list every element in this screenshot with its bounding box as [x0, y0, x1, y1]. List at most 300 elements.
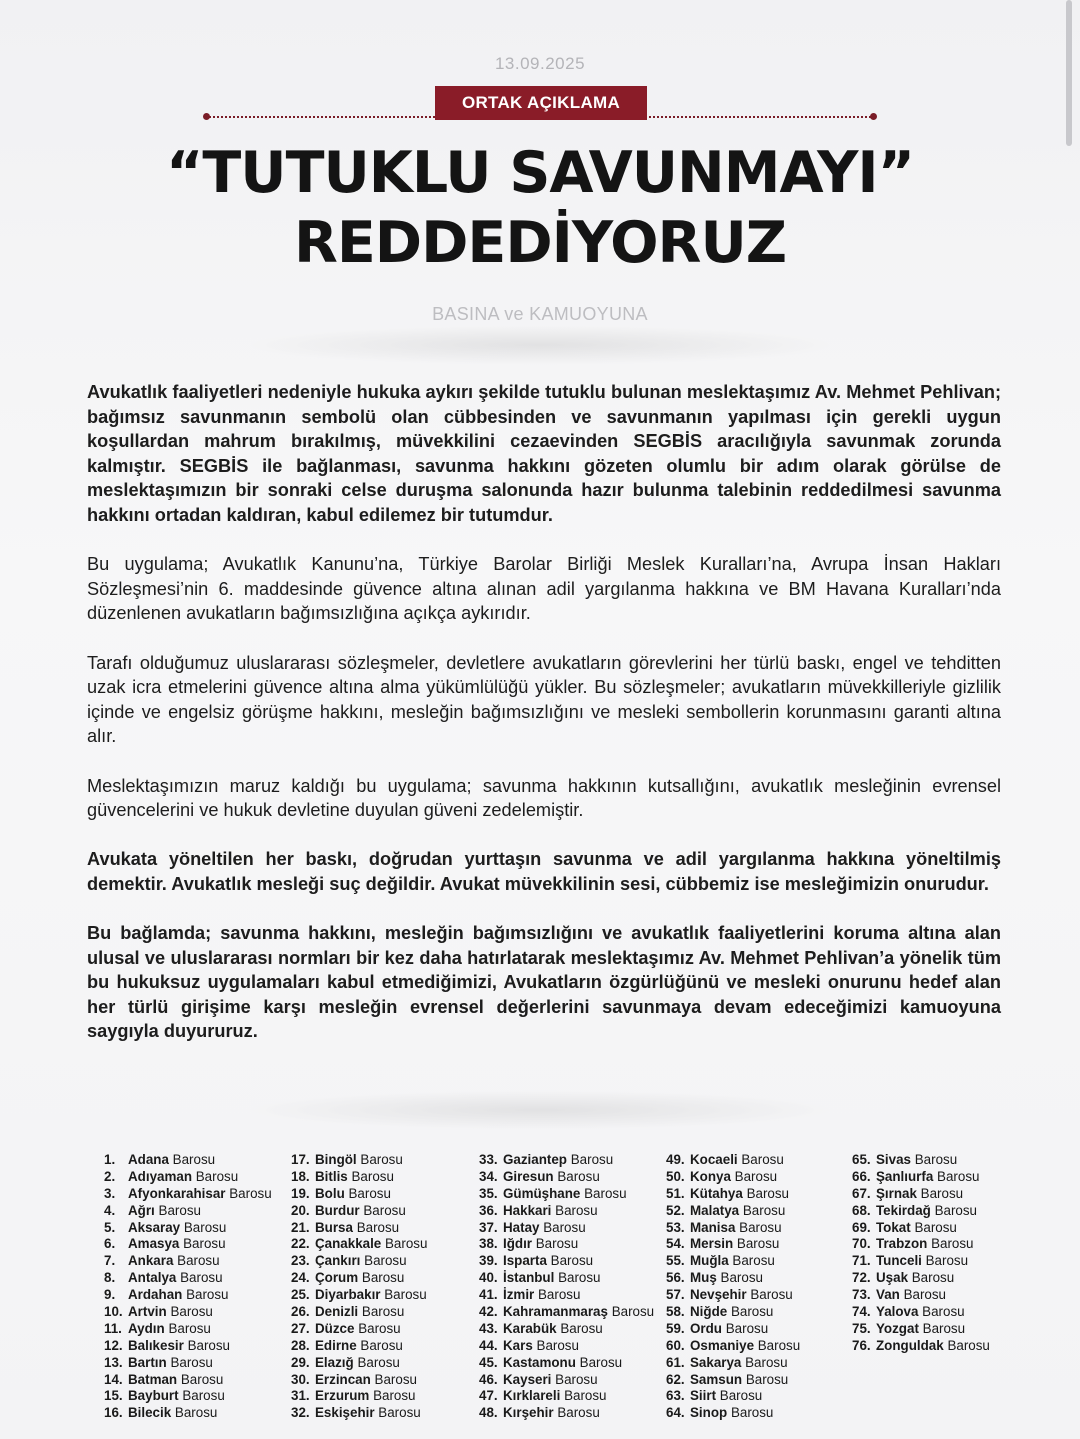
bar-column-3 — [479, 1152, 669, 1422]
paragraph-6: Bu bağlamda; savunma hakkını, mesleğin bağımsızlığını ve avukatlık faaliyetlerini koruma altına alan ulusal ve uluslararası normları bir kez daha hatırlatarak meslektaşımız Av. Mehmet Pehlivan’a yönelik tüm bu hukuksuz uygulamaları kabul etmediğimizi, Avukatların özgürlüğünü ve mesleki onurunu hedef alan her türlü girişime karşı mesleğin evrensel değerlerini savunmaya devam edeceğimizi kamuoyuna saygıyla duyururuz. — [87, 923, 1001, 1042]
bar-item — [852, 1287, 1042, 1304]
bar-item — [852, 1169, 1042, 1186]
bar-item-city: Artvin — [128, 1304, 167, 1320]
bar-item — [104, 1355, 294, 1372]
bar-item — [666, 1236, 856, 1253]
bar-item-suffix: Barosu — [168, 1320, 211, 1336]
bar-item-number: 70. — [852, 1236, 871, 1252]
bar-item-number: 9. — [104, 1287, 116, 1303]
bar-item-number: 50. — [666, 1168, 685, 1184]
bar-item — [479, 1287, 669, 1304]
bar-item-number: 14. — [104, 1371, 123, 1387]
bar-item-number: 72. — [852, 1270, 871, 1286]
bar-item-city: Kütahya — [690, 1185, 743, 1201]
bar-item-city: Antalya — [128, 1270, 177, 1286]
bar-item-number: 41. — [479, 1287, 498, 1303]
bar-item-city: Samsun — [690, 1371, 743, 1387]
bar-item-number: 48. — [479, 1405, 498, 1421]
bar-item — [666, 1152, 856, 1169]
bar-item-city: Kayseri — [503, 1371, 552, 1387]
bar-item-suffix: Barosu — [742, 1202, 786, 1218]
bar-item-number: 69. — [852, 1219, 871, 1235]
bar-item-number: 58. — [666, 1304, 685, 1320]
bar-item-city: Mersin — [690, 1236, 734, 1252]
bar-item-suffix: Barosu — [361, 1304, 405, 1320]
bar-item — [291, 1186, 481, 1203]
bar-item-number: 30. — [291, 1371, 310, 1387]
bar-item-number: 18. — [291, 1168, 310, 1184]
bar-item-suffix: Barosu — [229, 1185, 272, 1201]
bar-item-number: 20. — [291, 1202, 310, 1218]
bar-item-suffix: Barosu — [177, 1253, 220, 1269]
bar-item-number: 40. — [479, 1270, 498, 1286]
headline — [0, 138, 1080, 278]
bar-item-suffix: Barosu — [360, 1152, 403, 1167]
bar-item-city: Bartın — [128, 1354, 167, 1370]
bar-item-suffix: Barosu — [158, 1202, 201, 1218]
bar-item — [291, 1321, 481, 1338]
bar-item-city: Osmaniye — [690, 1337, 755, 1353]
bar-item — [479, 1270, 669, 1287]
bar-item-city: Karabük — [503, 1320, 557, 1336]
bar-item — [666, 1338, 856, 1355]
bar-item-suffix: Barosu — [564, 1388, 607, 1404]
bar-item-number: 56. — [666, 1270, 685, 1286]
bar-item-suffix: Barosu — [557, 1405, 600, 1421]
headline-line-1: “TUTUKLU SAVUNMAYI” — [165, 140, 915, 206]
bar-item-city: Muğla — [690, 1253, 729, 1269]
bar-item-number: 75. — [852, 1320, 871, 1336]
bar-item-number: 6. — [104, 1236, 116, 1252]
bar-item — [291, 1253, 481, 1270]
bar-item-city: Şırnak — [876, 1185, 917, 1201]
bar-column-1 — [104, 1152, 294, 1422]
bar-item-suffix: Barosu — [914, 1152, 958, 1167]
bar-item — [104, 1169, 294, 1186]
bar-item-suffix: Barosu — [745, 1371, 789, 1387]
bar-item-number: 36. — [479, 1202, 498, 1218]
bar-item-suffix: Barosu — [536, 1337, 579, 1353]
bar-item-number: 59. — [666, 1320, 685, 1336]
joint-statement-badge: ORTAK AÇIKLAMA — [435, 86, 647, 120]
bar-item-city: Bolu — [315, 1185, 345, 1201]
bar-item-city: Van — [876, 1287, 900, 1303]
bar-item-suffix: Barosu — [730, 1405, 774, 1421]
bar-item — [852, 1338, 1042, 1355]
bar-item-number: 71. — [852, 1253, 871, 1269]
bar-item-suffix: Barosu — [170, 1354, 213, 1370]
bar-item-suffix: Barosu — [170, 1304, 213, 1320]
paragraph-1: Avukatlık faaliyetleri nedeniyle hukuka aykırı şekilde tutuklu bulunan meslektaşımız Av. Mehmet Pehlivan; bağımsız savunmanın sembolü olan cübbesinden ve savunmanın yapılması için gerekli uygun koşullardan mahrum bırakılmış, müvekkilini cezaevinden SEGBİS aracılığıyla savunmak zorunda kalmıştır. SEGBİS ile bağlanması, savunma hakkını gözeten olumlu bir adım olarak görülse de meslektaşımızın bir sonraki celse duruşma salonunda hazır bulunma talebinin reddedilmesi savunma hakkını ortadan kaldıran, kabul edilemez bir tutumdur. — [87, 382, 1001, 525]
bar-item-number: 1. — [104, 1152, 116, 1167]
bar-item-number: 67. — [852, 1185, 871, 1201]
bar-item-city: Muş — [690, 1270, 717, 1286]
bar-item — [291, 1405, 481, 1422]
bar-item — [666, 1203, 856, 1220]
bar-column-2 — [291, 1152, 481, 1422]
bar-item-city: Elazığ — [315, 1354, 354, 1370]
bar-item-number: 52. — [666, 1202, 685, 1218]
bar-item-number: 35. — [479, 1185, 498, 1201]
bar-item-suffix: Barosu — [180, 1371, 224, 1387]
bar-item-number: 55. — [666, 1253, 685, 1269]
bar-item — [291, 1270, 481, 1287]
bar-item-city: Aydın — [128, 1320, 165, 1336]
bar-item-number: 26. — [291, 1304, 310, 1320]
bar-item-suffix: Barosu — [543, 1219, 586, 1235]
bar-item-suffix: Barosu — [538, 1287, 581, 1303]
bar-item-number: 23. — [291, 1253, 310, 1269]
bar-item-city: Batman — [128, 1371, 178, 1387]
bar-item-city: Yalova — [876, 1304, 919, 1320]
bar-item-suffix: Barosu — [920, 1185, 964, 1201]
bar-item-number: 28. — [291, 1337, 310, 1353]
bar-item — [479, 1321, 669, 1338]
bar-item-city: Giresun — [503, 1168, 554, 1184]
bar-item-suffix: Barosu — [757, 1337, 801, 1353]
bar-item-city: İstanbul — [503, 1270, 555, 1286]
bar-item — [666, 1186, 856, 1203]
bar-item-suffix: Barosu — [180, 1270, 223, 1286]
bar-item — [291, 1388, 481, 1405]
bar-item-number: 57. — [666, 1287, 685, 1303]
bar-item-city: Eskişehir — [315, 1405, 375, 1421]
bar-item — [479, 1304, 669, 1321]
bar-item — [666, 1287, 856, 1304]
bar-item — [104, 1203, 294, 1220]
bar-item — [479, 1253, 669, 1270]
bar-item-city: Uşak — [876, 1270, 909, 1286]
bar-item-city: Isparta — [503, 1253, 547, 1269]
bar-item-city: Afyonkarahisar — [128, 1185, 226, 1201]
paragraph-5: Avukata yöneltilen her baskı, doğrudan yurttaşın savunma ve adil yargılanma hakkına yöneltilmiş demektir. Avukatlık mesleği suç değildir. Avukat müvekkilinin sesi, cübbemiz ise mesleğimizin onurudur. — [87, 849, 1001, 894]
bar-item-number: 42. — [479, 1304, 498, 1320]
bar-item-city: Edirne — [315, 1337, 357, 1353]
bar-item-number: 19. — [291, 1185, 310, 1201]
bar-item — [852, 1253, 1042, 1270]
bar-item-number: 60. — [666, 1337, 685, 1353]
bar-item-suffix: Barosu — [560, 1320, 603, 1336]
bar-item-city: Erzincan — [315, 1371, 371, 1387]
bar-item-number: 61. — [666, 1354, 685, 1370]
label-row — [205, 86, 875, 120]
bar-item-city: Adana — [128, 1152, 169, 1167]
bar-item-number: 21. — [291, 1219, 310, 1235]
bar-item — [104, 1236, 294, 1253]
bar-item — [291, 1203, 481, 1220]
bar-item-suffix: Barosu — [937, 1168, 980, 1184]
bar-item — [666, 1169, 856, 1186]
bar-item — [479, 1220, 669, 1237]
bar-item — [104, 1253, 294, 1270]
bar-item — [666, 1253, 856, 1270]
bar-item — [291, 1338, 481, 1355]
bar-item-number: 34. — [479, 1168, 498, 1184]
bar-item — [666, 1355, 856, 1372]
bar-item-city: Çanakkale — [315, 1236, 382, 1252]
bar-item-city: Erzurum — [315, 1388, 370, 1404]
bar-item-number: 8. — [104, 1270, 116, 1286]
bar-item-suffix: Barosu — [741, 1152, 784, 1167]
bar-item-suffix: Barosu — [925, 1253, 969, 1269]
bar-item-suffix: Barosu — [195, 1168, 239, 1184]
paragraph-4: Meslektaşımızın maruz kaldığı bu uygulama; savunma hakkının kutsallığını, avukatlık mesleğinin evrensel güvencelerini ve hukuk devletine duyulan güveni zedelemiştir. — [87, 775, 1001, 821]
bar-item-number: 3. — [104, 1185, 116, 1201]
bar-item-city: Bitlis — [315, 1168, 348, 1184]
bar-item-suffix: Barosu — [558, 1270, 601, 1286]
bar-item-city: Balıkesir — [128, 1337, 184, 1353]
bar-item-city: Niğde — [690, 1304, 728, 1320]
bar-item-suffix: Barosu — [734, 1168, 778, 1184]
bar-item-number: 24. — [291, 1270, 310, 1286]
divider-dot-left — [203, 113, 210, 120]
bar-item-number: 54. — [666, 1236, 685, 1252]
bar-item-city: Hakkari — [503, 1202, 552, 1218]
bar-item — [104, 1338, 294, 1355]
bar-item — [852, 1203, 1042, 1220]
bar-item — [666, 1304, 856, 1321]
bar-item — [104, 1287, 294, 1304]
paragraph-3: Tarafı olduğumuz uluslararası sözleşmeler, devletlere avukatların görevlerini her türlü baskı, engel ve tehditten uzak icra etmelerini güvence altına alma yükümlülüğü yükler. Bu sözleşmeler; avukatların müvekkilleriyle gizlilik içinde ve engelsiz görüşme hakkını, mesleğin bağımsızlığını ve mesleki sembollerin korunmasını garanti altına alır. — [87, 652, 1001, 747]
bar-item — [104, 1304, 294, 1321]
bar-item-suffix: Barosu — [373, 1388, 416, 1404]
bar-item — [479, 1372, 669, 1389]
bar-item-suffix: Barosu — [725, 1320, 769, 1336]
bar-item-city: Sinop — [690, 1405, 728, 1421]
bar-item — [104, 1186, 294, 1203]
bar-column-5 — [852, 1152, 1042, 1355]
bar-item-number: 43. — [479, 1320, 498, 1336]
bar-item — [479, 1169, 669, 1186]
bar-item-number: 22. — [291, 1236, 310, 1252]
bar-item-city: Nevşehir — [690, 1287, 747, 1303]
bar-item-suffix: Barosu — [911, 1270, 955, 1286]
bar-item-suffix: Barosu — [739, 1219, 782, 1235]
bar-item — [666, 1321, 856, 1338]
bar-item-number: 49. — [666, 1152, 685, 1167]
bar-item-city: Trabzon — [876, 1236, 928, 1252]
bar-item-suffix: Barosu — [172, 1152, 216, 1167]
statement-body — [87, 380, 1001, 1069]
bar-item-number: 51. — [666, 1185, 685, 1201]
bar-item-suffix: Barosu — [360, 1337, 403, 1353]
bar-item-suffix: Barosu — [182, 1388, 225, 1404]
bar-item-number: 73. — [852, 1287, 871, 1303]
bar-item-suffix: Barosu — [732, 1253, 775, 1269]
bar-item-suffix: Barosu — [183, 1219, 227, 1235]
bar-item-suffix: Barosu — [730, 1304, 774, 1320]
bar-item — [104, 1388, 294, 1405]
bar-item — [104, 1270, 294, 1287]
bar-item-city: Kocaeli — [690, 1152, 738, 1167]
bar-item-number: 76. — [852, 1337, 871, 1353]
bar-item — [666, 1220, 856, 1237]
bar-item-city: Tokat — [876, 1219, 911, 1235]
bar-item-city: Zonguldak — [876, 1337, 944, 1353]
bar-item-city: Ankara — [128, 1253, 174, 1269]
bar-item — [666, 1372, 856, 1389]
bar-item-suffix: Barosu — [922, 1304, 965, 1320]
bar-item-suffix: Barosu — [384, 1287, 427, 1303]
bar-item — [666, 1405, 856, 1422]
bar-item-city: Kırşehir — [503, 1405, 554, 1421]
bar-item-suffix: Barosu — [535, 1236, 579, 1252]
bar-item — [291, 1304, 481, 1321]
bar-item-suffix: Barosu — [750, 1287, 793, 1303]
bar-item-city: Ordu — [690, 1320, 722, 1336]
bar-item — [479, 1186, 669, 1203]
bar-item-suffix: Barosu — [611, 1304, 655, 1320]
bar-item-city: Adıyaman — [128, 1168, 192, 1184]
bar-item-city: Bayburt — [128, 1388, 179, 1404]
bar-item-city: İzmir — [503, 1287, 535, 1303]
bar-item-city: Ağrı — [128, 1202, 155, 1218]
bar-item-suffix: Barosu — [746, 1185, 790, 1201]
bar-item-suffix: Barosu — [174, 1405, 218, 1421]
bar-item — [479, 1152, 669, 1169]
bar-item-city: Kırklareli — [503, 1388, 561, 1404]
bar-item-city: Amasya — [128, 1236, 180, 1252]
bar-item-suffix: Barosu — [745, 1354, 788, 1370]
paragraph-2: Bu uygulama; Avukatlık Kanunu’na, Türkiye Barolar Birliği Meslek Kuralları’na, Avrupa İnsan Hakları Sözleşmesi’nin 6. maddesinde güvence altına alınan adil yargılanma hakkına ve BM Havana Kuralları’nda düzenlenen avukatların bağımsızlığına açıkça aykırıdır. — [87, 554, 1001, 624]
bar-item-number: 12. — [104, 1337, 123, 1353]
bar-item-number: 45. — [479, 1354, 498, 1370]
bar-item-city: Sivas — [876, 1152, 911, 1167]
bar-item-number: 16. — [104, 1405, 123, 1421]
shadow-divider-bottom — [240, 1090, 840, 1130]
headline-line-2: REDDEDİYORUZ — [293, 210, 787, 276]
bar-item-number: 27. — [291, 1320, 310, 1336]
bar-item-suffix: Barosu — [183, 1236, 226, 1252]
bar-item — [104, 1372, 294, 1389]
bar-item-city: Siirt — [690, 1388, 717, 1404]
bar-item-number: 5. — [104, 1219, 116, 1235]
bar-item-city: Bursa — [315, 1219, 353, 1235]
bar-item — [479, 1236, 669, 1253]
bar-item-suffix: Barosu — [719, 1388, 763, 1404]
bar-item-number: 64. — [666, 1405, 685, 1421]
bar-item — [291, 1287, 481, 1304]
bar-item-suffix: Barosu — [914, 1219, 957, 1235]
bar-item-number: 38. — [479, 1236, 498, 1252]
bar-item-suffix: Barosu — [555, 1371, 598, 1387]
bar-item-number: 17. — [291, 1152, 310, 1167]
bar-item-city: Gaziantep — [503, 1152, 567, 1167]
bar-item-city: Tekirdağ — [876, 1202, 931, 1218]
bar-item-suffix: Barosu — [351, 1168, 394, 1184]
bar-item-suffix: Barosu — [903, 1287, 946, 1303]
bar-item-suffix: Barosu — [358, 1320, 401, 1336]
bar-item-number: 25. — [291, 1287, 310, 1303]
bar-item-city: Kars — [503, 1337, 533, 1353]
bar-item-suffix: Barosu — [922, 1320, 966, 1336]
bar-item-number: 13. — [104, 1354, 123, 1370]
bar-item-suffix: Barosu — [385, 1236, 428, 1252]
bar-item — [291, 1169, 481, 1186]
bar-item-number: 10. — [104, 1304, 123, 1320]
bar-item-suffix: Barosu — [363, 1202, 406, 1218]
bar-item-suffix: Barosu — [947, 1337, 990, 1353]
bar-item-city: Burdur — [315, 1202, 360, 1218]
divider-dot-right — [870, 113, 877, 120]
bar-item — [852, 1270, 1042, 1287]
bar-item — [104, 1152, 294, 1169]
bar-item-suffix: Barosu — [555, 1202, 598, 1218]
bar-item-suffix: Barosu — [356, 1219, 400, 1235]
bar-item-suffix: Barosu — [584, 1185, 627, 1201]
bar-item-suffix: Barosu — [934, 1202, 977, 1218]
bar-item-city: Manisa — [690, 1219, 736, 1235]
bar-item — [479, 1405, 669, 1422]
bar-item-city: Aksaray — [128, 1219, 181, 1235]
bar-item-number: 39. — [479, 1253, 498, 1269]
bar-item — [291, 1372, 481, 1389]
bar-item-number: 32. — [291, 1405, 310, 1421]
bar-item — [479, 1203, 669, 1220]
bar-item-number: 68. — [852, 1202, 871, 1218]
bar-item — [479, 1388, 669, 1405]
bar-item-city: Yozgat — [876, 1320, 919, 1336]
bar-item-number: 2. — [104, 1168, 116, 1184]
bar-item-city: Denizli — [315, 1304, 359, 1320]
bar-item-number: 66. — [852, 1168, 871, 1184]
bar-item-suffix: Barosu — [378, 1405, 421, 1421]
bar-item-city: Bilecik — [128, 1405, 172, 1421]
bar-item-city: Kahramanmaraş — [503, 1304, 608, 1320]
bar-item-number: 44. — [479, 1337, 498, 1353]
bar-item — [852, 1304, 1042, 1321]
bar-item-number: 47. — [479, 1388, 498, 1404]
bar-item-suffix: Barosu — [374, 1371, 417, 1387]
bar-item-number: 74. — [852, 1304, 871, 1320]
bar-item — [666, 1270, 856, 1287]
bar-item-city: Kastamonu — [503, 1354, 576, 1370]
bar-item — [291, 1355, 481, 1372]
bar-item-city: Malatya — [690, 1202, 740, 1218]
bar-item-suffix: Barosu — [736, 1236, 780, 1252]
bar-item-suffix: Barosu — [186, 1287, 229, 1303]
subtitle: BASINA ve KAMUOYUNA — [432, 304, 648, 324]
bar-item-city: Gümüşhane — [503, 1185, 581, 1201]
bar-item-suffix: Barosu — [357, 1354, 400, 1370]
bar-item-suffix: Barosu — [570, 1152, 614, 1167]
bar-item-city: Şanlıurfa — [876, 1168, 934, 1184]
bar-item — [291, 1152, 481, 1169]
bar-item-number: 33. — [479, 1152, 498, 1167]
bar-item-number: 46. — [479, 1371, 498, 1387]
bar-item-suffix: Barosu — [579, 1354, 623, 1370]
bar-item — [291, 1220, 481, 1237]
bar-item-number: 29. — [291, 1354, 310, 1370]
bar-item — [852, 1186, 1042, 1203]
bar-item — [104, 1220, 294, 1237]
bar-item-city: Çankırı — [315, 1253, 361, 1269]
bar-item-suffix: Barosu — [187, 1337, 231, 1353]
bar-item-number: 37. — [479, 1219, 498, 1235]
bar-item-number: 62. — [666, 1371, 685, 1387]
bar-item — [852, 1321, 1042, 1338]
bar-item-city: Bingöl — [315, 1152, 357, 1167]
bar-item — [479, 1338, 669, 1355]
bar-item-suffix: Barosu — [931, 1236, 974, 1252]
bar-item-suffix: Barosu — [361, 1270, 405, 1286]
bar-item-suffix: Barosu — [364, 1253, 407, 1269]
bar-item-city: Ardahan — [128, 1287, 183, 1303]
bar-item-number: 7. — [104, 1253, 116, 1269]
bar-item-number: 4. — [104, 1202, 116, 1218]
bar-item-city: Tunceli — [876, 1253, 922, 1269]
bar-item-suffix: Barosu — [550, 1253, 594, 1269]
